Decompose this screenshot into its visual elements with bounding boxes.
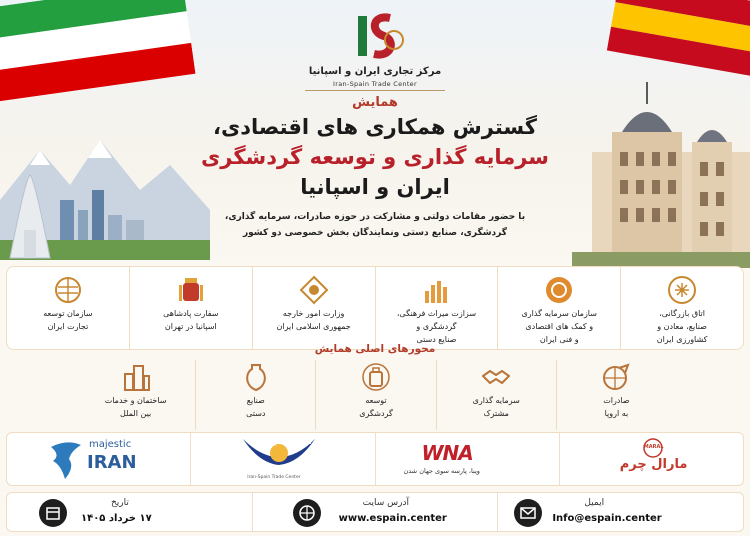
sponsors-panel: [6, 432, 744, 486]
trade-center-sub: Iran-Spain Trade Center: [247, 475, 301, 480]
suitcase-icon: [361, 362, 391, 392]
website-value[interactable]: www.espain.center: [338, 513, 447, 524]
website-label: آدرس سایت: [362, 498, 409, 508]
globe-export-icon: [601, 362, 631, 392]
axis-investment: سرمایه گذاری مشترک: [436, 360, 556, 430]
vina-logo: WNA: [421, 441, 473, 465]
maral-name: مارال چرم: [619, 457, 688, 472]
date-label: تاریخ: [110, 498, 129, 508]
majestic-bird-icon: [49, 437, 83, 481]
email-label: ایمیل: [584, 498, 605, 508]
org-foreign-ministry: وزارت امور خارجه جمهوری اسلامی ایران: [252, 267, 375, 349]
majestic-line2: IRAN: [87, 452, 137, 473]
title-line-3: ایران و اسپانیا: [300, 175, 450, 199]
title-line-1: گسترش همکاری های اقتصادی،: [213, 115, 537, 139]
foreign-ministry-icon: [299, 275, 329, 305]
email-value[interactable]: Info@espain.center: [552, 513, 662, 524]
email-icon: [514, 499, 542, 527]
axis-construction: ساختمان و خدمات بین الملل: [76, 360, 195, 430]
organizations-panel: [6, 266, 744, 350]
logo-persian-name: مرکز تجاری ایران و اسپانیا: [308, 66, 442, 77]
logo-divider: [305, 90, 445, 91]
description-line-2: گردشگری، صنایع دستی ونمایندگان بخش خصوصی دو کشور: [242, 228, 507, 238]
footer-website[interactable]: [252, 493, 498, 531]
axis-tourism: توسعه گردشگری: [315, 360, 435, 430]
buildings-icon: [121, 362, 151, 392]
org-investment: سازمان سرمایه گذاری و کمک های اقتصادی و فنی ایران: [497, 267, 620, 349]
globe-icon: [293, 499, 321, 527]
description-line-1: با حضور مقامات دولتی و مشارکت در حوزه صادرات، سرمایه گذاری،: [224, 212, 526, 222]
iran-spain-logo: [344, 10, 408, 62]
event-label: همایش: [352, 95, 398, 110]
axis-handicrafts: صنایع دستی: [195, 360, 315, 430]
sponsor-maral: [559, 433, 743, 485]
contact-footer: [6, 492, 744, 532]
org-chamber-commerce: اتاق بازرگانی، صنایع، معادن و کشاورزی ایران: [620, 267, 743, 349]
footer-date: [7, 493, 252, 531]
axis-export: صادرات به اروپا: [556, 360, 676, 430]
vina-tagline: وینا، پارسه سوی جهان شدن: [403, 467, 480, 475]
footer-email[interactable]: [497, 493, 743, 531]
vase-icon: [241, 362, 271, 392]
majestic-line1: majestic: [89, 439, 132, 450]
trade-promotion-icon: [53, 275, 83, 305]
org-trade-promotion: سازمان توسعه تجارت ایران: [7, 267, 129, 349]
investment-org-icon: [544, 275, 574, 305]
heritage-ministry-icon: [421, 275, 451, 305]
chamber-commerce-icon: [667, 275, 697, 305]
title-line-2: سرمایه گذاری و توسعه گردشگری: [201, 145, 549, 169]
logo-english-name: Iran-Spain Trade Center: [333, 80, 417, 88]
calendar-icon: [39, 499, 67, 527]
date-value: ۱۷ خرداد ۱۴۰۵: [80, 513, 152, 524]
maral-top-label: MARAL: [643, 444, 664, 450]
spain-embassy-icon: [176, 275, 206, 305]
main-axes-row: [76, 360, 676, 430]
trade-center-name: ایران سپانی: [257, 437, 312, 447]
sponsor-majestic: [7, 433, 190, 485]
org-spain-embassy: سفارت پادشاهی اسپانیا در تهران: [129, 267, 252, 349]
handshake-icon: [481, 362, 511, 392]
sponsor-vina: [375, 433, 559, 485]
org-heritage-ministry: سزازت میراث فرهنگی، گردشگری و صنایع دستی: [375, 267, 498, 349]
main-axes-title: محورهای اصلی همایش: [314, 343, 436, 355]
sponsor-trade-center: [190, 433, 374, 485]
